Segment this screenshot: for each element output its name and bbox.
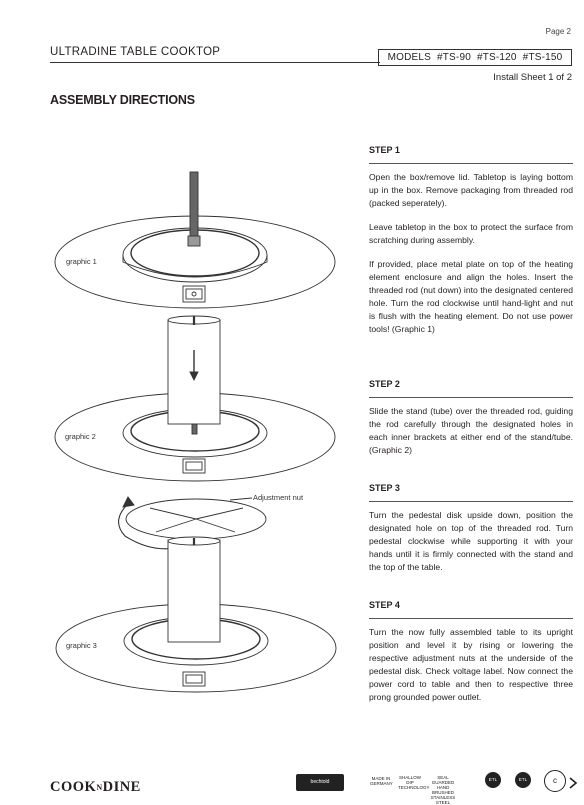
step-3-title: STEP 3 [369,483,573,502]
brand-logo-mid: N [96,783,103,793]
step-4-title: STEP 4 [369,600,573,619]
step-1-title: STEP 1 [369,145,573,164]
step-4 [369,600,573,704]
chevron-right-icon [566,776,580,790]
bechtold-badge: bechtold [296,774,344,791]
step-1 [369,145,573,336]
stand-tube-3 [168,540,220,642]
step-2-title: STEP 2 [369,379,573,398]
adjustment-nut-label: Adjustment nut [253,493,304,502]
step-3 [369,483,573,574]
etl-badge-1: ETL [485,772,501,788]
brand-logo [50,779,141,796]
brand-logo-left: COOK [50,779,97,795]
step-2-paragraph-1: Slide the stand (tube) over the threaded rod, guiding the rod carefully through the designated holes in each inner brackets at either end of the stand/tube. (Graphic 2) [369,406,573,455]
graphic-1-label: graphic 1 [66,257,97,266]
step-4-paragraph-1: Turn the now fully assembled table to its upright position and level it by rising or lowering the respective adjustment nuts at the underside of the pedestal disk. Check voltage label. Now connect the power cord to table and then to respective three prong grounded power outlet. [369,627,573,702]
install-sheet-label: Install Sheet 1 of 2 [493,72,572,83]
step-3-paragraph-1: Turn the pedestal disk upside down, position the designated hole on top of the threaded rod. Turn pedestal clockwise while supporting it with your hands until it is firmly connected with the stand and the top of the table. [369,510,573,572]
models-box: MODELS #TS-90 #TS-120 #TS-150 [378,49,572,66]
etl-badge-2: ETL [515,772,531,788]
graphic-3-label: graphic 3 [66,641,97,650]
shallow-dip-badge: SHALLOW DIP TECHNOLOGY [398,775,430,790]
brand-logo-right: DINE [102,779,141,795]
page-number: Page 2 [545,27,571,36]
stainless-steel-badge: SEAL GUARDED HAND BRUSHED STAINLESS STEEL [430,775,456,805]
step-1-paragraph-1: Open the box/remove lid. Tabletop is laying bottom up in the box. Remove packaging from threaded rod (packed seperately). [369,172,573,208]
step-2 [369,379,573,457]
section-title: ASSEMBLY DIRECTIONS [50,93,195,107]
document-title: ULTRADINE TABLE COOKTOP [50,46,221,58]
certification-badge: c [544,770,566,792]
step-1-paragraph-2: Leave tabletop in the box to protect the surface from scratching during assembly. [369,222,573,245]
threaded-rod-1 [190,172,198,240]
graphic-2-label: graphic 2 [65,432,96,441]
made-in-germany-badge: MADE IN GERMANY [370,776,393,786]
step-1-paragraph-3: If provided, place metal plate on top of the heating element enclosure and align the holes. Insert the threaded rod (nut down) into the designated centered hole. Turn the rod clockwise until hand-light and nut is flush with the heating element. Do not use power tools! (Graphic 1) [369,259,573,334]
